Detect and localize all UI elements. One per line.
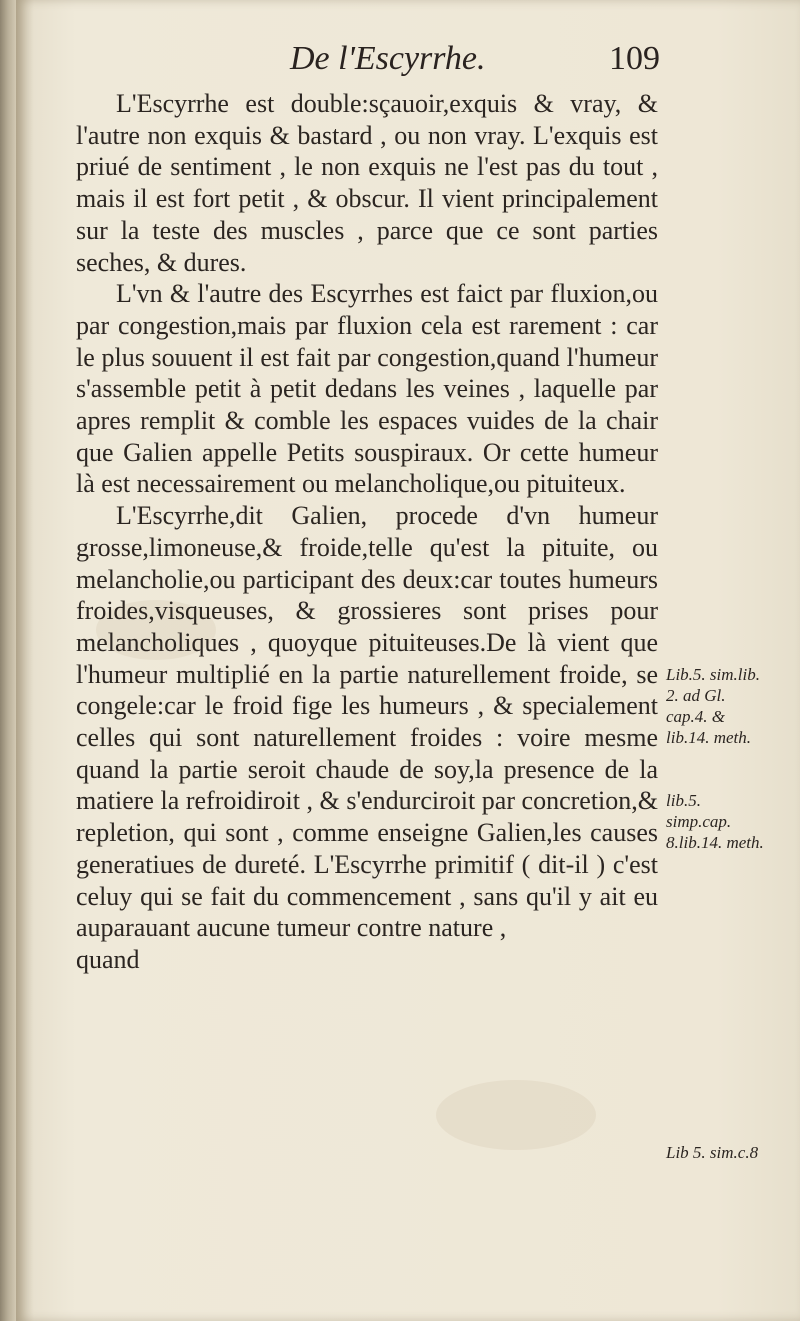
- catchword: quand: [76, 944, 140, 974]
- running-title: De l'Escyrrhe.: [290, 40, 486, 77]
- body-text: [76, 88, 658, 976]
- margin-note-1: Lib.5. sim.lib. 2. ad Gl. cap.4. & lib.14. meth.: [666, 665, 760, 747]
- paragraph-1: L'Escyrrhe est double:sçauoir,exquis & vray, & l'autre non exquis & bastard , ou non vray. L'exquis est priué de sentiment , le non exquis ne l'est pas du tout , mais il est fort petit , & obscur. Il vient principalement sur la teste des muscles , parce que ce sont parties seches, & dures.: [76, 89, 658, 277]
- page-number: 109: [609, 40, 660, 77]
- paragraph-2: L'vn & l'autre des Escyrrhes est faict par fluxion,ou par congestion,mais par fluxion cela est rarement : car le plus souuent il est fait par congestion,quand l'humeur s'assemble petit à petit dedans les veines , laquelle par apres remplit & comble les espaces vuides de la chair que Galien appelle Petits souspiraux. Or cette humeur là est necessairement ou melancholique,ou pituiteux.: [76, 279, 658, 499]
- paragraph-3: L'Escyrrhe,dit Galien, procede d'vn humeur grosse,limoneuse,& froide,telle qu'est la pituite, ou melancholie,ou participant des deux:car toutes humeurs froides,visqueuses, & grossieres sont prises pour melancholiques , quoyque pituiteuses.De là vient que l'humeur multiplié en la partie naturellement froide, se congele:car le froid fige les humeurs , & specialement celles qui sont naturellement froides : voire mesme quand la partie seroit chaude de soy,la presence de la matiere la refroidiroit , & s'endurciroit par concretion,& repletion, qui sont , comme enseigne Galien,les causes generatiues de dureté. L'Escyrrhe primitif ( dit-il ) c'est celuy qui se fait du commencement , sans qu'il y ait eu auparauant aucune tumeur contre nature ,: [76, 501, 658, 943]
- margin-note-2: lib.5. simp.cap. 8.lib.14. meth.: [666, 791, 764, 852]
- page-header: [290, 40, 660, 90]
- paper-stain: [436, 1080, 596, 1150]
- margin-note-3: Lib 5. sim.c.8: [666, 1143, 759, 1162]
